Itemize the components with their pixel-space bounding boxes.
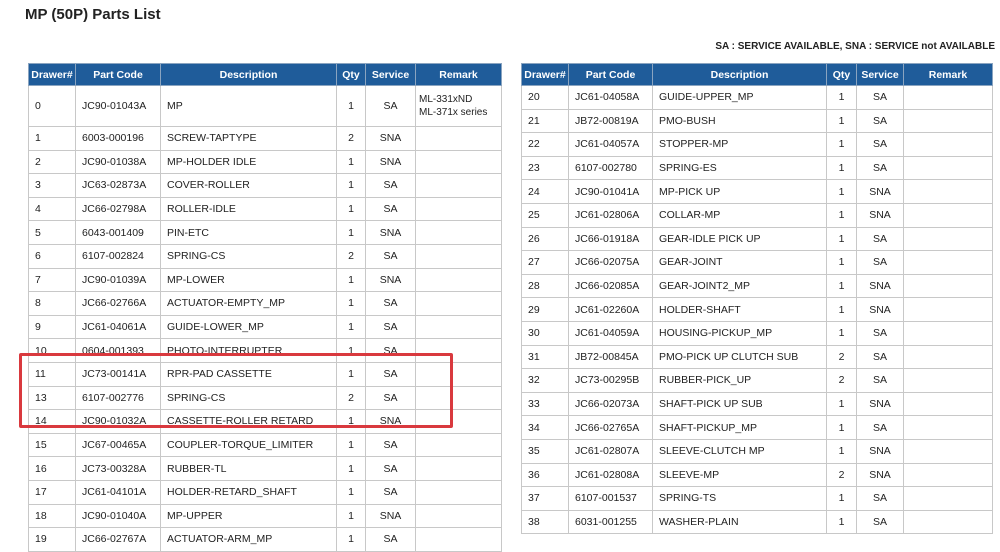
qty-cell: 1: [337, 268, 366, 292]
description-cell: SHAFT-PICK UP SUB: [653, 392, 827, 416]
drawer-cell: 18: [29, 504, 76, 528]
service-cell: SA: [857, 227, 904, 251]
drawer-cell: 27: [522, 251, 569, 275]
service-cell: SA: [857, 251, 904, 275]
service-cell: SA: [366, 457, 416, 481]
part-code-cell: 6003-000196: [76, 127, 161, 151]
highlight-box: [19, 353, 453, 428]
drawer-cell: 10: [29, 339, 76, 363]
drawer-cell: 38: [522, 510, 569, 534]
part-code-cell: JC73-00328A: [76, 457, 161, 481]
part-code-cell: 0604-001393: [76, 339, 161, 363]
qty-cell: 1: [827, 510, 857, 534]
qty-cell: 1: [337, 433, 366, 457]
description-cell: HOLDER-RETARD_SHAFT: [161, 480, 337, 504]
qty-cell: 1: [337, 292, 366, 316]
table-row: [29, 221, 502, 245]
service-cell: SA: [366, 174, 416, 198]
table-row: [29, 433, 502, 457]
description-cell: ROLLER-IDLE: [161, 197, 337, 221]
description-cell: ACTUATOR-ARM_MP: [161, 528, 337, 552]
table-row: [29, 197, 502, 221]
description-cell: SLEEVE-MP: [653, 463, 827, 487]
qty-cell: 1: [337, 197, 366, 221]
description-cell: SPRING-TS: [653, 487, 827, 511]
col-header-part-code: Part Code: [76, 64, 161, 86]
remark-cell: [904, 392, 993, 416]
service-cell: SA: [366, 244, 416, 268]
table-row: [522, 487, 993, 511]
qty-cell: 1: [337, 480, 366, 504]
remark-cell: [904, 369, 993, 393]
part-code-cell: JC66-02085A: [569, 274, 653, 298]
table-row: [522, 203, 993, 227]
description-cell: WASHER-PLAIN: [653, 510, 827, 534]
part-code-cell: JC63-02873A: [76, 174, 161, 198]
remark-cell: [904, 321, 993, 345]
qty-cell: 1: [827, 274, 857, 298]
drawer-cell: 35: [522, 439, 569, 463]
remark-cell: [904, 510, 993, 534]
remark-cell: [904, 416, 993, 440]
drawer-cell: 34: [522, 416, 569, 440]
service-cell: SA: [366, 528, 416, 552]
remark-cell: [904, 298, 993, 322]
service-cell: SA: [857, 86, 904, 110]
qty-cell: 2: [827, 463, 857, 487]
remark-cell: [904, 345, 993, 369]
qty-cell: 1: [827, 298, 857, 322]
table-row: [522, 510, 993, 534]
remark-cell: [416, 174, 502, 198]
service-cell: SNA: [857, 274, 904, 298]
part-code-cell: JC90-01041A: [569, 180, 653, 204]
service-cell: SA: [857, 369, 904, 393]
qty-cell: 1: [337, 457, 366, 481]
service-cell: SNA: [857, 439, 904, 463]
remark-line: ML-331xND: [419, 94, 473, 105]
page-title: MP (50P) Parts List: [25, 6, 161, 23]
service-cell: SNA: [366, 410, 416, 434]
qty-cell: 1: [827, 86, 857, 110]
service-cell: SA: [857, 321, 904, 345]
col-header-remark: Remark: [904, 64, 993, 86]
drawer-cell: 1: [29, 127, 76, 151]
qty-cell: 1: [337, 315, 366, 339]
table-row: [522, 251, 993, 275]
description-cell: STOPPER-MP: [653, 133, 827, 157]
service-cell: SNA: [366, 150, 416, 174]
description-cell: SCREW-TAPTYPE: [161, 127, 337, 151]
service-cell: SA: [366, 197, 416, 221]
table-row: [522, 156, 993, 180]
drawer-cell: 36: [522, 463, 569, 487]
remark-cell: [416, 197, 502, 221]
part-code-cell: 6107-002824: [76, 244, 161, 268]
qty-cell: 1: [827, 180, 857, 204]
drawer-cell: 33: [522, 392, 569, 416]
qty-cell: 1: [827, 251, 857, 275]
table-row: [29, 244, 502, 268]
description-cell: MP-PICK UP: [653, 180, 827, 204]
part-code-cell: JC90-01043A: [76, 86, 161, 127]
qty-cell: 1: [337, 221, 366, 245]
parts-table-left: [28, 63, 502, 552]
qty-cell: 1: [827, 392, 857, 416]
table-row: [522, 109, 993, 133]
description-cell: GUIDE-LOWER_MP: [161, 315, 337, 339]
service-cell: SA: [366, 339, 416, 363]
description-cell: RPR-PAD CASSETTE: [161, 362, 337, 386]
qty-cell: 1: [337, 86, 366, 127]
description-cell: PHOTO-INTERRUPTER: [161, 339, 337, 363]
qty-cell: 2: [827, 345, 857, 369]
table-row: [522, 227, 993, 251]
remark-cell: [416, 86, 502, 127]
part-code-cell: JC61-02806A: [569, 203, 653, 227]
service-cell: SNA: [857, 463, 904, 487]
service-cell: SA: [366, 386, 416, 410]
drawer-cell: 3: [29, 174, 76, 198]
drawer-cell: 4: [29, 197, 76, 221]
table-row: [522, 392, 993, 416]
remark-cell: [416, 268, 502, 292]
part-code-cell: JC61-02808A: [569, 463, 653, 487]
service-legend: SA : SERVICE AVAILABLE, SNA : SERVICE not AVAILABLE: [715, 41, 995, 52]
table-row: [29, 528, 502, 552]
table-row: [29, 315, 502, 339]
part-code-cell: JC66-02767A: [76, 528, 161, 552]
remark-cell: [416, 221, 502, 245]
col-header-qty: Qty: [337, 64, 366, 86]
qty-cell: 1: [827, 439, 857, 463]
table-row: [522, 439, 993, 463]
remark-cell: [416, 457, 502, 481]
part-code-cell: JC66-01918A: [569, 227, 653, 251]
description-cell: RUBBER-TL: [161, 457, 337, 481]
drawer-cell: 20: [522, 86, 569, 110]
drawer-cell: 25: [522, 203, 569, 227]
part-code-cell: JC66-02798A: [76, 197, 161, 221]
remark-cell: [416, 504, 502, 528]
part-code-cell: 6031-001255: [569, 510, 653, 534]
remark-cell: [904, 86, 993, 110]
part-code-cell: 6107-002780: [569, 156, 653, 180]
part-code-cell: JC61-04061A: [76, 315, 161, 339]
part-code-cell: JC90-01040A: [76, 504, 161, 528]
qty-cell: 1: [827, 321, 857, 345]
description-cell: RUBBER-PICK_UP: [653, 369, 827, 393]
part-code-cell: JC90-01039A: [76, 268, 161, 292]
remark-cell: [416, 292, 502, 316]
col-header-drawer: Drawer#: [522, 64, 569, 86]
service-cell: SNA: [366, 504, 416, 528]
part-code-cell: JC66-02073A: [569, 392, 653, 416]
service-cell: SA: [366, 433, 416, 457]
drawer-cell: 29: [522, 298, 569, 322]
part-code-cell: JC66-02765A: [569, 416, 653, 440]
remark-cell: [416, 528, 502, 552]
part-code-cell: JC73-00141A: [76, 362, 161, 386]
part-code-cell: 6043-001409: [76, 221, 161, 245]
drawer-cell: 30: [522, 321, 569, 345]
description-cell: GEAR-IDLE PICK UP: [653, 227, 827, 251]
description-cell: MP-LOWER: [161, 268, 337, 292]
drawer-cell: 23: [522, 156, 569, 180]
drawer-cell: 0: [29, 86, 76, 127]
description-cell: MP-UPPER: [161, 504, 337, 528]
part-code-cell: JC61-04101A: [76, 480, 161, 504]
qty-cell: 1: [337, 339, 366, 363]
service-cell: SA: [857, 487, 904, 511]
service-cell: SNA: [857, 298, 904, 322]
description-cell: HOUSING-PICKUP_MP: [653, 321, 827, 345]
remark-cell: [904, 180, 993, 204]
drawer-cell: 26: [522, 227, 569, 251]
drawer-cell: 15: [29, 433, 76, 457]
drawer-cell: 6: [29, 244, 76, 268]
qty-cell: 1: [827, 416, 857, 440]
description-cell: GUIDE-UPPER_MP: [653, 86, 827, 110]
table-row: [29, 174, 502, 198]
remark-cell: [416, 244, 502, 268]
table-row: [522, 274, 993, 298]
description-cell: SPRING-CS: [161, 386, 337, 410]
description-cell: CASSETTE-ROLLER RETARD: [161, 410, 337, 434]
service-cell: SNA: [366, 127, 416, 151]
col-header-remark: Remark: [416, 64, 502, 86]
col-header-service: Service: [857, 64, 904, 86]
qty-cell: 2: [337, 127, 366, 151]
qty-cell: 1: [337, 150, 366, 174]
remark-cell: [904, 463, 993, 487]
service-cell: SA: [857, 109, 904, 133]
remark-cell: [416, 150, 502, 174]
col-header-part-code: Part Code: [569, 64, 653, 86]
col-header-drawer: Drawer#: [29, 64, 76, 86]
part-code-cell: JC66-02075A: [569, 251, 653, 275]
service-cell: SNA: [366, 268, 416, 292]
part-code-cell: JC61-02807A: [569, 439, 653, 463]
qty-cell: 1: [827, 133, 857, 157]
description-cell: SPRING-CS: [161, 244, 337, 268]
remark-cell: [904, 156, 993, 180]
qty-cell: 1: [827, 227, 857, 251]
drawer-cell: 19: [29, 528, 76, 552]
description-cell: SLEEVE-CLUTCH MP: [653, 439, 827, 463]
qty-cell: 1: [337, 410, 366, 434]
drawer-cell: 7: [29, 268, 76, 292]
part-code-cell: 6107-002776: [76, 386, 161, 410]
remark-cell: [904, 133, 993, 157]
drawer-cell: 9: [29, 315, 76, 339]
drawer-cell: 14: [29, 410, 76, 434]
col-header-description: Description: [653, 64, 827, 86]
description-cell: COLLAR-MP: [653, 203, 827, 227]
remark-cell: [904, 487, 993, 511]
table-row: [29, 480, 502, 504]
description-cell: GEAR-JOINT: [653, 251, 827, 275]
service-cell: SNA: [857, 180, 904, 204]
description-cell: COUPLER-TORQUE_LIMITER: [161, 433, 337, 457]
part-code-cell: JC61-04059A: [569, 321, 653, 345]
qty-cell: 1: [827, 203, 857, 227]
service-cell: SA: [857, 345, 904, 369]
remark-cell: [904, 203, 993, 227]
part-code-cell: 6107-001537: [569, 487, 653, 511]
part-code-cell: JC61-02260A: [569, 298, 653, 322]
col-header-description: Description: [161, 64, 337, 86]
part-code-cell: JB72-00845A: [569, 345, 653, 369]
description-cell: GEAR-JOINT2_MP: [653, 274, 827, 298]
remark-cell: [416, 315, 502, 339]
service-cell: SNA: [857, 392, 904, 416]
part-code-cell: JC73-00295B: [569, 369, 653, 393]
description-cell: MP: [161, 86, 337, 127]
table-row: [29, 268, 502, 292]
part-code-cell: JC66-02766A: [76, 292, 161, 316]
service-cell: SNA: [857, 203, 904, 227]
qty-cell: 1: [337, 504, 366, 528]
table-row: [522, 86, 993, 110]
description-cell: SPRING-ES: [653, 156, 827, 180]
drawer-cell: 5: [29, 221, 76, 245]
table-row: [522, 180, 993, 204]
remark-cell: [904, 251, 993, 275]
service-cell: SA: [366, 480, 416, 504]
table-row: [522, 133, 993, 157]
qty-cell: 1: [337, 174, 366, 198]
description-cell: HOLDER-SHAFT: [653, 298, 827, 322]
qty-cell: 2: [827, 369, 857, 393]
service-cell: SA: [857, 510, 904, 534]
remark-cell: [416, 433, 502, 457]
qty-cell: 2: [337, 244, 366, 268]
table-row: [522, 345, 993, 369]
description-cell: COVER-ROLLER: [161, 174, 337, 198]
part-code-cell: JC90-01038A: [76, 150, 161, 174]
drawer-cell: 17: [29, 480, 76, 504]
parts-table-right: [521, 63, 993, 534]
service-cell: SA: [857, 416, 904, 440]
col-header-qty: Qty: [827, 64, 857, 86]
service-cell: SA: [366, 315, 416, 339]
table-row: [522, 369, 993, 393]
description-cell: PMO-PICK UP CLUTCH SUB: [653, 345, 827, 369]
service-cell: SA: [366, 362, 416, 386]
part-code-cell: JC61-04058A: [569, 86, 653, 110]
service-cell: SA: [857, 156, 904, 180]
description-cell: SHAFT-PICKUP_MP: [653, 416, 827, 440]
service-cell: SA: [857, 133, 904, 157]
remark-cell: [904, 274, 993, 298]
table-row: [522, 463, 993, 487]
qty-cell: 1: [827, 487, 857, 511]
description-cell: PIN-ETC: [161, 221, 337, 245]
table-header-row: [522, 64, 993, 86]
qty-cell: 1: [827, 109, 857, 133]
drawer-cell: 32: [522, 369, 569, 393]
remark-cell: [904, 227, 993, 251]
remark-cell: [416, 127, 502, 151]
table-row: [29, 457, 502, 481]
table-row: [29, 150, 502, 174]
drawer-cell: 16: [29, 457, 76, 481]
remark-cell: [904, 109, 993, 133]
drawer-cell: 2: [29, 150, 76, 174]
part-code-cell: JC61-04057A: [569, 133, 653, 157]
table-row: [29, 292, 502, 316]
drawer-cell: 8: [29, 292, 76, 316]
drawer-cell: 31: [522, 345, 569, 369]
drawer-cell: 37: [522, 487, 569, 511]
service-cell: SNA: [366, 221, 416, 245]
drawer-cell: 22: [522, 133, 569, 157]
remark-cell: [416, 480, 502, 504]
drawer-cell: 21: [522, 109, 569, 133]
part-code-cell: JC90-01032A: [76, 410, 161, 434]
table-header-row: [29, 64, 502, 86]
qty-cell: 1: [337, 528, 366, 552]
service-cell: SA: [366, 292, 416, 316]
part-code-cell: JC67-00465A: [76, 433, 161, 457]
description-cell: MP-HOLDER IDLE: [161, 150, 337, 174]
table-row: [522, 298, 993, 322]
service-cell: SA: [366, 86, 416, 127]
description-cell: PMO-BUSH: [653, 109, 827, 133]
col-header-service: Service: [366, 64, 416, 86]
table-row: [29, 127, 502, 151]
table-row: [522, 416, 993, 440]
drawer-cell: 11: [29, 362, 76, 386]
remark-cell: [904, 439, 993, 463]
qty-cell: 1: [827, 156, 857, 180]
description-cell: ACTUATOR-EMPTY_MP: [161, 292, 337, 316]
remark-line: ML-371x series: [419, 107, 488, 118]
part-code-cell: JB72-00819A: [569, 109, 653, 133]
drawer-cell: 13: [29, 386, 76, 410]
drawer-cell: 28: [522, 274, 569, 298]
qty-cell: 2: [337, 386, 366, 410]
drawer-cell: 24: [522, 180, 569, 204]
table-row: [29, 504, 502, 528]
qty-cell: 1: [337, 362, 366, 386]
table-row: [29, 86, 502, 127]
table-row: [522, 321, 993, 345]
